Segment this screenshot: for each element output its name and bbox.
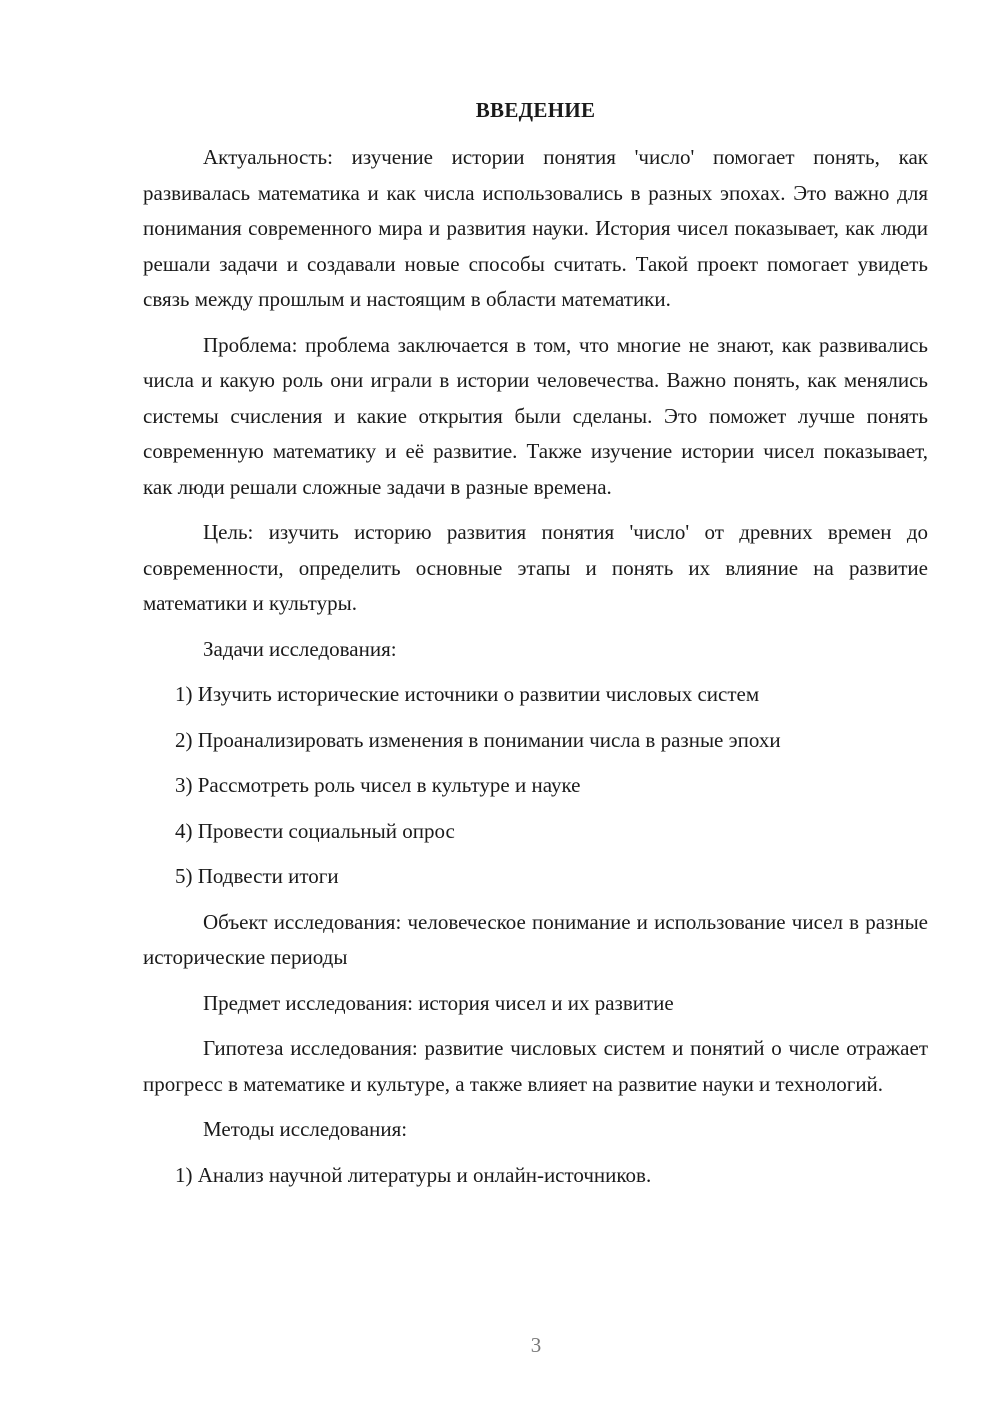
relevance-paragraph: Актуальность: изучение истории понятия 'число' помогает понять, как развивалась математика и как числа использовались в разных эпохах. Это важно для понимания современного мира и развития науки. История чисел показывает, как люди решали задачи и создавали новые способы считать. Такой проект помогает увидеть связь между прошлым и настоящим в области математики. <box>143 145 928 311</box>
page-content <box>143 94 928 1203</box>
method-item: 1) Анализ научной литературы и онлайн-источников. <box>175 1162 652 1187</box>
task-item: 1) Изучить исторические источники о развитии числовых систем <box>175 682 760 706</box>
subject-paragraph: Предмет исследования: история чисел и их развитие <box>203 990 674 1015</box>
hypothesis-paragraph: Гипотеза исследования: развитие числовых систем и понятий о числе отражает прогресс в математике и культуре, а также влияет на развитие науки и технологий. <box>143 1036 928 1096</box>
object-paragraph: Объект исследования: человеческое понимание и использование чисел в разные исторические периоды <box>143 909 928 969</box>
task-item: 5) Подвести итоги <box>175 864 339 888</box>
methods-heading: Методы исследования: <box>203 1117 408 1141</box>
goal-paragraph: Цель: изучить историю развития понятия 'число' от древних времен до современности, определить основные этапы и понять их влияние на развитие математики и культуры. <box>143 520 928 615</box>
page-title: ВВЕДЕНИЕ <box>475 98 596 122</box>
task-item: 2) Проанализировать изменения в понимании числа в разные эпохи <box>175 727 781 752</box>
problem-paragraph: Проблема: проблема заключается в том, что многие не знают, как развивались числа и какую роль они играли в истории человечества. Важно понять, как менялись системы счисления и какие открытия были сделаны. Это поможет лучше понять современную математику и её развитие. Также изучение истории чисел показывает, как люди решали сложные задачи в разные времена. <box>143 332 928 499</box>
task-item: 3) Рассмотреть роль чисел в культуре и науке <box>175 773 581 797</box>
page-number: 3 <box>530 1333 542 1357</box>
task-item: 4) Провести социальный опрос <box>175 818 455 843</box>
tasks-heading: Задачи исследования: <box>203 636 397 661</box>
